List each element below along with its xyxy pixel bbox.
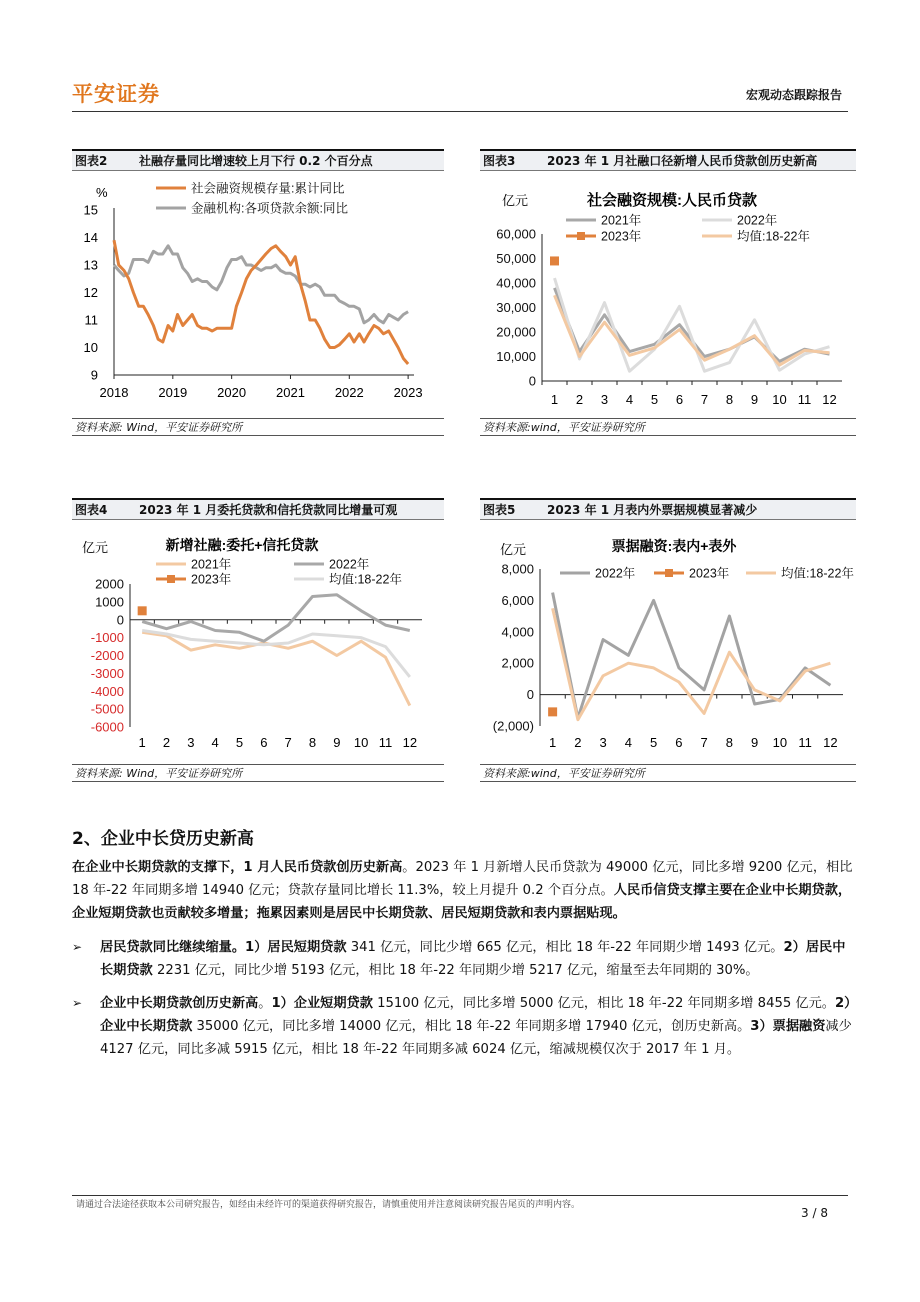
x-tick-label: 10 bbox=[353, 735, 369, 750]
x-tick-label: 8 bbox=[308, 735, 317, 750]
y-tick-label: 40,000 bbox=[496, 275, 536, 291]
y-tick-label: 13 bbox=[83, 257, 98, 273]
bullet-corporate-loans bbox=[72, 992, 856, 1061]
y-tick-label: 10 bbox=[83, 340, 98, 355]
x-tick-label: 3 bbox=[187, 735, 195, 750]
chart-inner-title: 社会融资规模:人民币贷款 bbox=[587, 192, 757, 209]
bullet2-bold-2: 1）企业短期贷款 bbox=[271, 996, 373, 1011]
x-tick-label: 10 bbox=[772, 392, 787, 407]
fig5-title: 2023 年 1 月表内外票据规模显著减少 bbox=[547, 503, 758, 517]
y-unit-label: 亿元 bbox=[500, 542, 527, 557]
fig4-title: 2023 年 1 月委托贷款和信托贷款同比增量可观 bbox=[139, 503, 398, 517]
y-tick-label: -5000 bbox=[90, 701, 124, 717]
legend-label-3: 2023年 bbox=[191, 572, 232, 587]
fig2-chart bbox=[72, 172, 444, 418]
bullet1-text-1: 341 亿元，同比少增 665 亿元，相比 18 年-22 年同期少增 1493 亿元。 bbox=[346, 940, 784, 955]
legend-label-2: 2022年 bbox=[329, 557, 370, 572]
x-tick-label: 12 bbox=[823, 735, 838, 750]
x-tick-label: 1 bbox=[550, 392, 559, 407]
fig2-title-bar bbox=[72, 149, 444, 171]
paragraph-lead-bold: 在企业中长期贷款的支撑下，1 月人民币贷款创历史新高 bbox=[72, 860, 403, 875]
x-tick-label: 1 bbox=[549, 735, 557, 750]
fig3-title-bar bbox=[480, 149, 856, 171]
x-tick-label: 4 bbox=[211, 735, 219, 750]
legend-label-1: 社会融资规模存量:累计同比 bbox=[191, 181, 345, 196]
legend-label-4: 均值:18-22年 bbox=[737, 229, 810, 244]
y-unit-label: % bbox=[96, 185, 108, 200]
fig4-source: 资料来源: Wind，平安证券研究所 bbox=[72, 764, 444, 782]
x-tick-label: 5 bbox=[650, 735, 658, 750]
x-tick-label: 4 bbox=[625, 392, 634, 407]
footer-divider bbox=[72, 1195, 848, 1196]
fig2-source: 资料来源: Wind，平安证券研究所 bbox=[72, 418, 444, 436]
y-tick-label: 10,000 bbox=[496, 349, 536, 364]
x-tick-label: 2019 bbox=[158, 385, 188, 400]
x-tick-label: 2018 bbox=[99, 385, 129, 400]
page-number: 3 / 8 bbox=[801, 1206, 828, 1220]
x-tick-label: 7 bbox=[700, 392, 709, 407]
bullet-household-loans bbox=[72, 936, 856, 982]
x-tick-label: 7 bbox=[284, 735, 292, 750]
y-tick-label: 50,000 bbox=[496, 251, 536, 266]
y-tick-label: -6000 bbox=[90, 719, 124, 735]
y-tick-label: 4,000 bbox=[501, 624, 534, 640]
x-tick-label: 7 bbox=[700, 735, 708, 750]
x-tick-label: 6 bbox=[260, 735, 268, 750]
fig3-source: 资料来源:wind，平安证券研究所 bbox=[480, 418, 856, 436]
header-divider bbox=[72, 111, 848, 112]
report-type: 宏观动态跟踪报告 bbox=[745, 88, 842, 102]
legend-label-1: 2021年 bbox=[191, 557, 232, 572]
series-line-1 bbox=[114, 240, 408, 364]
fig5-chart bbox=[480, 521, 856, 763]
x-tick-label: 6 bbox=[675, 392, 684, 407]
legend-marker-3 bbox=[167, 575, 175, 583]
x-tick-label: 11 bbox=[378, 735, 393, 750]
x-tick-label: 11 bbox=[797, 392, 812, 407]
fig4-number: 图表4 bbox=[75, 503, 108, 517]
y-tick-label: 30,000 bbox=[496, 300, 536, 315]
x-tick-label: 9 bbox=[751, 735, 759, 750]
series-point-3 bbox=[550, 256, 559, 265]
x-tick-label: 2 bbox=[574, 735, 582, 750]
x-tick-label: 10 bbox=[772, 735, 788, 750]
fig3-number: 图表3 bbox=[483, 154, 516, 168]
y-unit-label: 亿元 bbox=[502, 193, 529, 208]
x-tick-label: 5 bbox=[650, 392, 659, 407]
bullet1-bold-2: 2）居民中长期贷款 bbox=[100, 940, 846, 978]
fig4-chart bbox=[72, 521, 444, 763]
x-tick-label: 12 bbox=[402, 735, 418, 750]
section-paragraph bbox=[72, 856, 856, 925]
bullet-arrow-icon: ➢ bbox=[72, 940, 83, 954]
legend-marker-3 bbox=[577, 232, 585, 240]
fig2-title: 社融存量同比增速较上月下行 0.2 个百分点 bbox=[139, 154, 373, 168]
x-tick-label: 5 bbox=[235, 735, 244, 750]
x-tick-label: 8 bbox=[725, 735, 733, 750]
x-tick-label: 2 bbox=[575, 392, 584, 407]
x-tick-label: 3 bbox=[599, 735, 607, 750]
y-tick-label: -1000 bbox=[90, 630, 124, 646]
bullet-arrow-icon: ➢ bbox=[72, 996, 83, 1010]
series-line-2 bbox=[142, 595, 410, 642]
y-tick-label: 0 bbox=[116, 612, 124, 628]
bullet2-bold-3: 2）企业中长期贷款 bbox=[100, 996, 851, 1034]
y-tick-label: 8,000 bbox=[501, 561, 534, 577]
chart-inner-title: 新增社融:委托+信托贷款 bbox=[165, 537, 319, 553]
chart-inner-title: 票据融资:表内+表外 bbox=[611, 538, 737, 554]
y-tick-label: 1000 bbox=[95, 594, 124, 610]
x-tick-label: 9 bbox=[333, 735, 341, 750]
footer-disclaimer: 请通过合法途径获取本公司研究报告，如经由未经许可的渠道获得研究报告，请慎重使用并注意阅读研究报告尾页的声明内容。 bbox=[76, 1200, 581, 1210]
y-tick-label: 6,000 bbox=[501, 592, 534, 608]
y-tick-label: (2,000) bbox=[492, 718, 534, 734]
y-tick-label: 20,000 bbox=[496, 324, 536, 340]
series-point-3 bbox=[138, 606, 147, 615]
fig3-title: 2023 年 1 月社融口径新增人民币贷款创历史新高 bbox=[547, 154, 818, 168]
company-logo: 平安证券 bbox=[72, 82, 160, 106]
x-tick-label: 11 bbox=[798, 735, 812, 750]
fig5-title-bar bbox=[480, 498, 856, 520]
x-tick-label: 8 bbox=[725, 392, 734, 407]
legend-label-2: 2022年 bbox=[737, 213, 778, 228]
legend-label-4: 均值:18-22年 bbox=[329, 572, 402, 587]
legend-label-2: 2023年 bbox=[689, 566, 730, 581]
series-point-2 bbox=[548, 707, 557, 716]
x-tick-label: 2020 bbox=[217, 385, 247, 400]
y-tick-label: 60,000 bbox=[496, 226, 536, 242]
fig5-source: 资料来源:wind，平安证券研究所 bbox=[480, 764, 856, 782]
legend-label-2: 金融机构:各项贷款余额:同比 bbox=[191, 201, 348, 216]
series-line-4 bbox=[142, 631, 410, 677]
bullet1-bold-1: 居民贷款同比继续缩量。1）居民短期贷款 bbox=[100, 940, 347, 955]
legend-marker-2 bbox=[665, 569, 673, 577]
bullet2-text-2: 15100 亿元，同比多增 5000 亿元，相比 18 年-22 年同期多增 8455 亿元。 bbox=[372, 996, 835, 1011]
y-tick-label: 0 bbox=[526, 687, 534, 703]
fig4-title-bar bbox=[72, 498, 444, 520]
x-tick-label: 1 bbox=[138, 735, 146, 750]
y-tick-label: 9 bbox=[90, 367, 98, 383]
legend-label-3: 均值:18-22年 bbox=[781, 566, 854, 581]
x-tick-label: 12 bbox=[822, 392, 837, 407]
bullet2-text-4: 减少 4127 亿元，同比多减 5915 亿元，相比 18 年-22 年同期多减 6024 亿元，缩减规模仅次于 2017 年 1 月。 bbox=[100, 1019, 852, 1057]
y-tick-label: -3000 bbox=[90, 665, 124, 681]
legend-label-3: 2023年 bbox=[601, 229, 642, 244]
section-title: 2、企业中长贷历史新高 bbox=[72, 829, 254, 849]
x-tick-label: 4 bbox=[624, 735, 632, 750]
bullet2-bold-4: 3）票据融资 bbox=[750, 1019, 826, 1034]
y-tick-label: 12 bbox=[83, 285, 98, 300]
y-tick-label: 11 bbox=[84, 312, 98, 328]
x-tick-label: 3 bbox=[600, 392, 609, 407]
x-tick-label: 6 bbox=[675, 735, 683, 750]
fig3-chart bbox=[480, 172, 856, 418]
y-tick-label: 2000 bbox=[95, 576, 124, 592]
bullet2-text-3: 35000 亿元，同比多增 14000 亿元，相比 18 年-22 年同期多增 17940 亿元，创历史新高。 bbox=[192, 1019, 751, 1034]
y-unit-label: 亿元 bbox=[82, 540, 109, 555]
bullet1-text-2: 2231 亿元，同比少增 5193 亿元，相比 18 年-22 年同期少增 5217 亿元，缩量至去年同期的 30%。 bbox=[152, 963, 759, 978]
legend-label-1: 2021年 bbox=[601, 213, 642, 228]
y-tick-label: -2000 bbox=[90, 648, 124, 663]
x-tick-label: 9 bbox=[750, 392, 759, 407]
y-tick-label: 2,000 bbox=[501, 655, 534, 671]
fig2-number: 图表2 bbox=[75, 154, 108, 168]
x-tick-label: 2022 bbox=[334, 385, 364, 400]
y-tick-label: 0 bbox=[528, 373, 536, 389]
y-tick-label: 14 bbox=[83, 230, 98, 245]
x-tick-label: 2021 bbox=[276, 385, 305, 400]
paragraph-tail-bold: 人民币信贷支撑主要在企业中长期贷款，企业短期贷款也贡献较多增量；拖累因素则是居民中长期贷款、居民短期贷款和表内票据贴现。 bbox=[72, 883, 852, 921]
y-tick-label: -4000 bbox=[90, 683, 124, 699]
x-tick-label: 2 bbox=[162, 735, 171, 750]
paragraph-body: 。2023 年 1 月新增人民币贷款为 49000 亿元，同比多增 9200 亿元，相比 18 年-22 年同期多增 14940 亿元；贷款存量同比增长 11.3%，较上月提升 0.2 个百分点。 bbox=[72, 860, 853, 898]
y-tick-label: 15 bbox=[83, 202, 98, 218]
bullet2-text-1: 。 bbox=[258, 996, 272, 1011]
legend-label-1: 2022年 bbox=[595, 566, 636, 581]
fig5-number: 图表5 bbox=[483, 503, 516, 517]
bullet2-bold-1: 企业中长期贷款创历史新高 bbox=[100, 996, 259, 1011]
x-tick-label: 2023 bbox=[393, 385, 423, 400]
